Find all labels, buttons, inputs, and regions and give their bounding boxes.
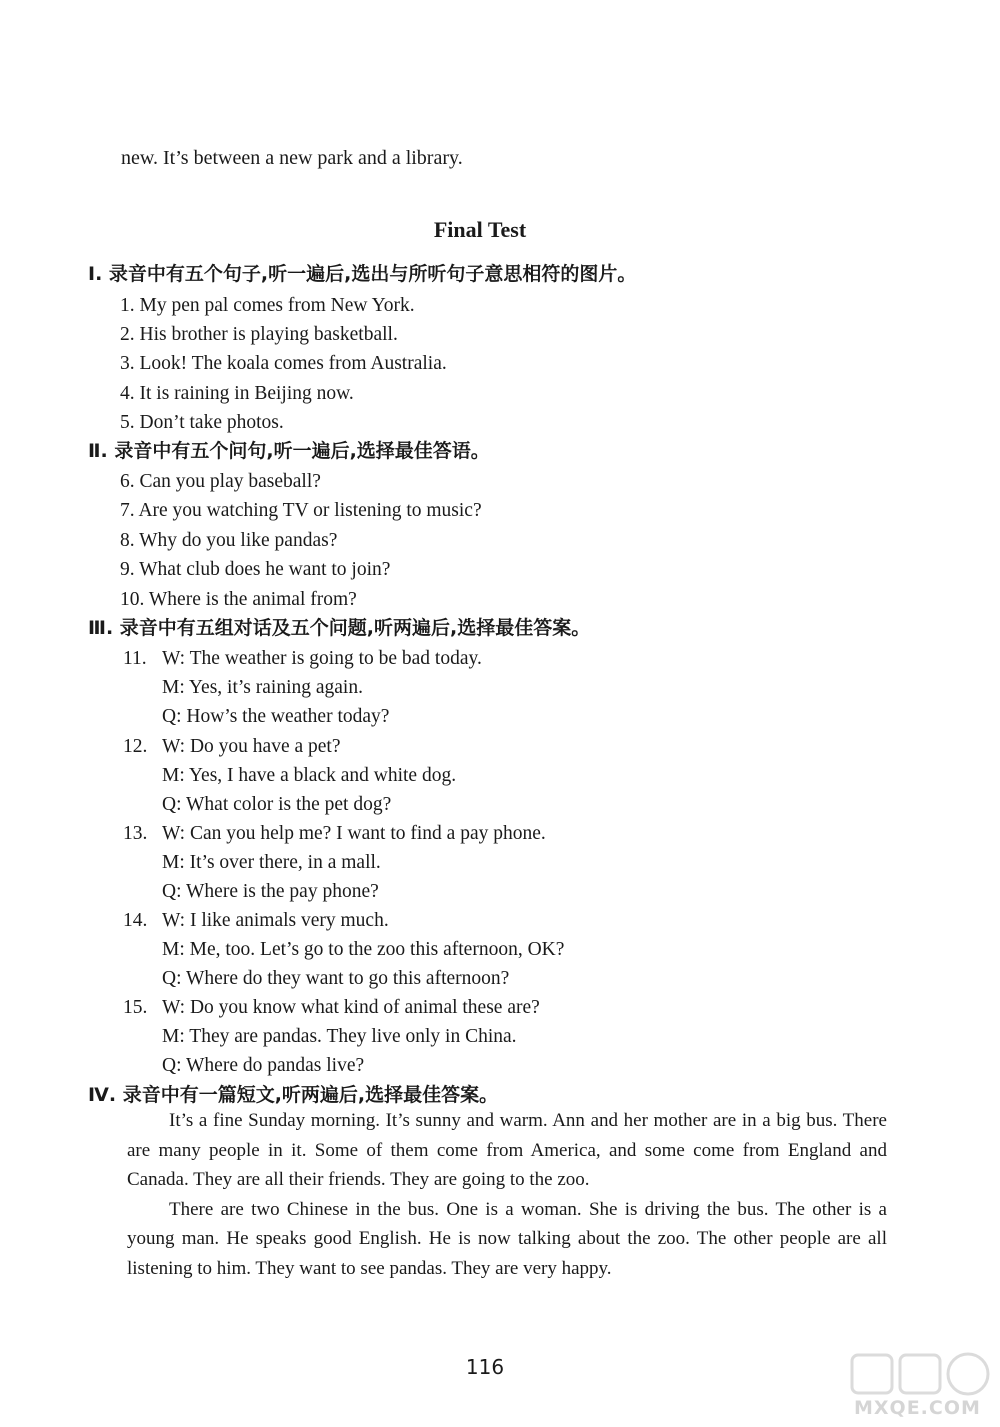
- item-text: What club does he want to join?: [139, 559, 391, 580]
- list-item: [120, 354, 447, 374]
- list-item: [120, 472, 321, 492]
- dialogue-w-line: W: Can you help me? I want to find a pay phone.: [162, 823, 546, 844]
- dialogue-w-line: W: The weather is going to be bad today.: [162, 648, 482, 669]
- list-item: [120, 501, 482, 521]
- dialogue-number: 14.: [123, 910, 148, 931]
- watermark-logo: [846, 1349, 996, 1421]
- dialogue-m-line: M: They are pandas. They live only in China.: [162, 1026, 517, 1047]
- watermark-text: MXQE.COM: [854, 1397, 981, 1419]
- list-item: [120, 296, 415, 316]
- item-number: 5.: [120, 412, 135, 433]
- item-text: Look! The koala comes from Australia.: [139, 353, 447, 374]
- dialogue-q-line: Q: Where do they want to go this afternoon?: [162, 968, 510, 989]
- item-text: Can you play baseball?: [139, 471, 321, 492]
- dialogue-w-line: W: Do you have a pet?: [162, 736, 341, 757]
- dialogue-w-line: W: I like animals very much.: [162, 910, 389, 931]
- list-item: [120, 384, 354, 404]
- continued-text-line: new. It’s between a new park and a library.: [121, 147, 463, 169]
- dialogue-number: 12.: [123, 736, 148, 757]
- dialogue-number: 13.: [123, 823, 148, 844]
- list-item: [120, 590, 357, 610]
- item-number: 7.: [120, 500, 135, 521]
- dialogue-q-line: Q: What color is the pet dog?: [162, 794, 392, 815]
- item-text: My pen pal comes from New York.: [139, 295, 415, 316]
- dialogue-number: 11.: [123, 648, 147, 669]
- item-number: 8.: [120, 530, 135, 551]
- item-text: It is raining in Beijing now.: [139, 383, 354, 404]
- list-item: [120, 560, 390, 580]
- passage-paragraph-1: It’s a fine Sunday morning. It’s sunny and warm. Ann and her mother are in a big bus. There are many people in it. Some of them come from America, and some come from England and Canada. They are all their friends. They are going to the zoo.: [127, 1110, 887, 1190]
- item-number: 4.: [120, 383, 135, 404]
- item-text: Don’t take photos.: [139, 412, 284, 433]
- dialogue-m-line: M: It’s over there, in a mall.: [162, 852, 381, 873]
- dialogue-q-line: Q: Where do pandas live?: [162, 1055, 365, 1076]
- dialogue-q-line: Q: How’s the weather today?: [162, 706, 390, 727]
- watermark-icon: [846, 1349, 996, 1399]
- dialogue-m-line: M: Yes, it’s raining again.: [162, 677, 363, 698]
- item-text: His brother is playing basketball.: [139, 324, 398, 345]
- page-title: Final Test: [433, 217, 527, 242]
- list-item: [120, 531, 337, 551]
- dialogue-number: 15.: [123, 997, 148, 1018]
- dialogue-q-line: Q: Where is the pay phone?: [162, 881, 379, 902]
- list-item: [120, 413, 284, 433]
- item-number: 10.: [120, 589, 145, 610]
- item-text: Where is the animal from?: [148, 589, 357, 610]
- section-4-heading: Ⅳ. 录音中有一篇短文,听两遍后,选择最佳答案。: [88, 1084, 499, 1106]
- dialogue-w-line: W: Do you know what kind of animal these are?: [162, 997, 540, 1018]
- item-number: 1.: [120, 295, 135, 316]
- item-number: 6.: [120, 471, 135, 492]
- item-number: 9.: [120, 559, 135, 580]
- passage-paragraph-2: There are two Chinese in the bus. One is a woman. She is driving the bus. The other is a young man. He speaks good English. He is now talking about the zoo. The other people are all listening to him. They want to see pandas. They are very happy.: [127, 1198, 887, 1279]
- section-2-heading: Ⅱ. 录音中有五个问句,听一遍后,选择最佳答语。: [88, 440, 490, 462]
- item-text: Are you watching TV or listening to music?: [138, 500, 482, 521]
- item-text: Why do you like pandas?: [139, 530, 338, 551]
- dialogue-m-line: M: Me, too. Let’s go to the zoo this afternoon, OK?: [162, 939, 565, 960]
- dialogue-m-line: M: Yes, I have a black and white dog.: [162, 765, 457, 786]
- section-1-heading: Ⅰ. 录音中有五个句子,听一遍后,选出与所听句子意思相符的图片。: [88, 263, 637, 285]
- item-number: 2.: [120, 324, 135, 345]
- page-number: 116: [465, 1355, 505, 1379]
- list-item: [120, 325, 398, 345]
- passage: [127, 1106, 887, 1283]
- item-number: 3.: [120, 353, 135, 374]
- section-3-heading: Ⅲ. 录音中有五组对话及五个问题,听两遍后,选择最佳答案。: [88, 617, 591, 639]
